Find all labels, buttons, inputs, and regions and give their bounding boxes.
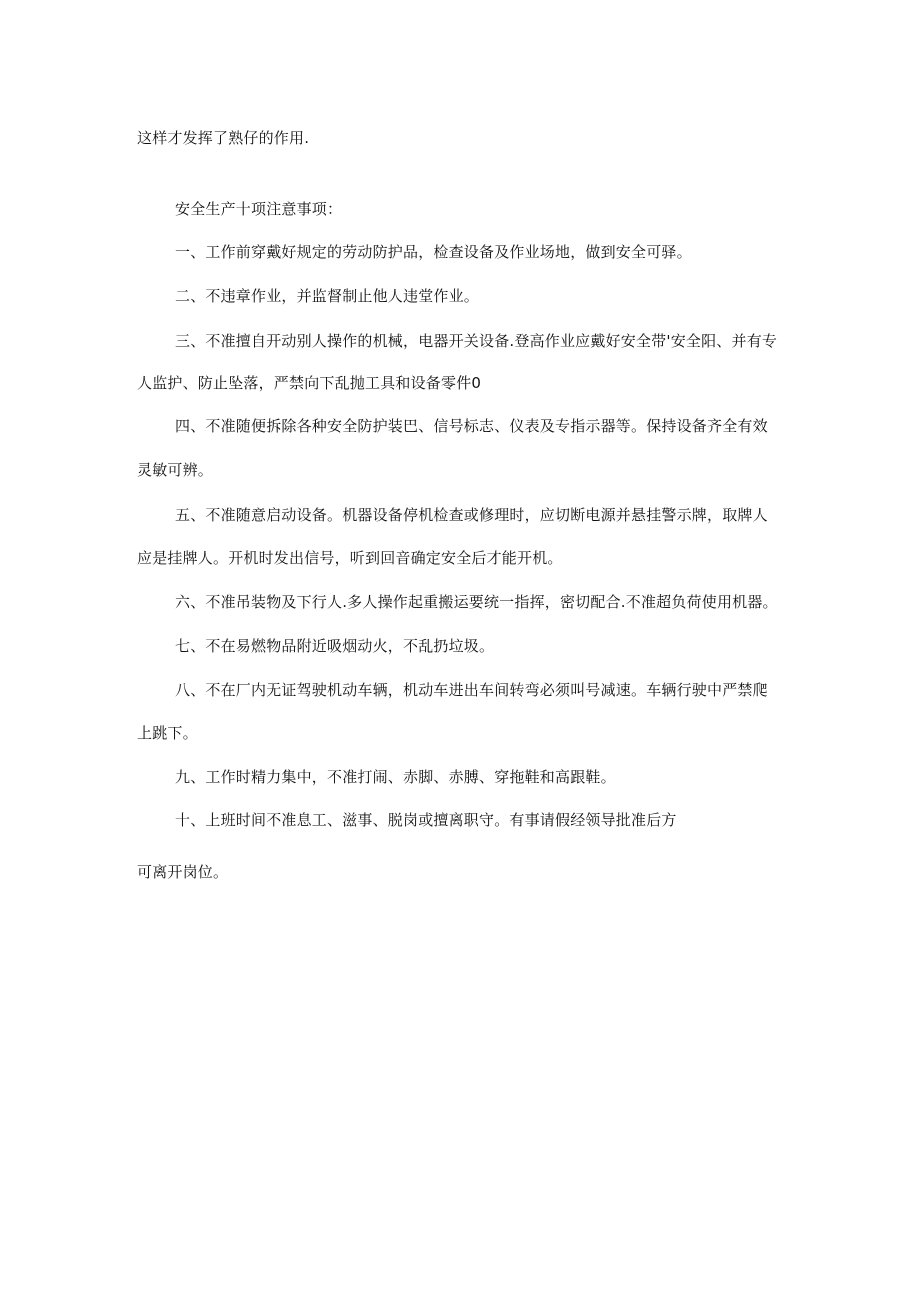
item-10-line-1: 十、上班时间不准息工、滋事、脱岗或擅离职守。有事请假经领导批准后方 [175, 811, 677, 829]
intro-line: 这样才发挥了熟仔的作用. [137, 129, 310, 147]
item-9-line-1: 九、工作时精力集中，不准打闹、赤脚、赤膊、穿拖鞋和高跟鞋。 [175, 768, 616, 786]
item-1-line-1: 一、工作前穿戴好规定的劳动防护品，检查设备及作业场地，做到安全可驿。 [175, 243, 692, 261]
item-4-line-2: 灵敏可辨。 [137, 461, 214, 479]
item-2-line-1: 二、不违章作业，并监督制止他人违堂作业。 [175, 287, 480, 305]
item-4-line-1: 四、不准随便拆除各种安全防护装巴、信号标志、仪表及专指示器等。保持设备齐全有效 [175, 417, 768, 435]
item-6-line-1: 六、不准吊装物及下行人.多人操作起重搬运要统一指挥，密切配合.不准超负荷使用机器。 [175, 593, 778, 611]
section-heading: 安全生产十项注意事项： [175, 200, 343, 218]
item-5-line-2: 应是挂牌人。开机时发出信号，听到回音确定安全后才能开机。 [137, 549, 563, 567]
item-3-line-2: 人监护、防止坠落，严禁向下乱抛工具和设备零件0 [137, 374, 482, 392]
item-7-line-1: 七、不在易燃物品附近吸烟动火，不乱扔垃圾。 [175, 637, 495, 655]
item-10-line-2: 可离开岗位。 [137, 863, 229, 881]
item-5-line-1: 五、不准随意启动设备。机器设备停机检查或修理时，应切断电源并悬挂警示牌，取牌人 [175, 506, 768, 524]
item-8-line-2: 上跳下。 [137, 724, 198, 742]
item-3-line-1: 三、不准擅自开动别人操作的机械，电器开关设备.登高作业应戴好安全带'安全阳、并有专 [175, 332, 778, 350]
item-8-line-1: 八、不在厂内无证驾驶机动车辆，机动车进出车间转弯必须叫号减速。车辆行驶中严禁爬 [175, 681, 768, 699]
